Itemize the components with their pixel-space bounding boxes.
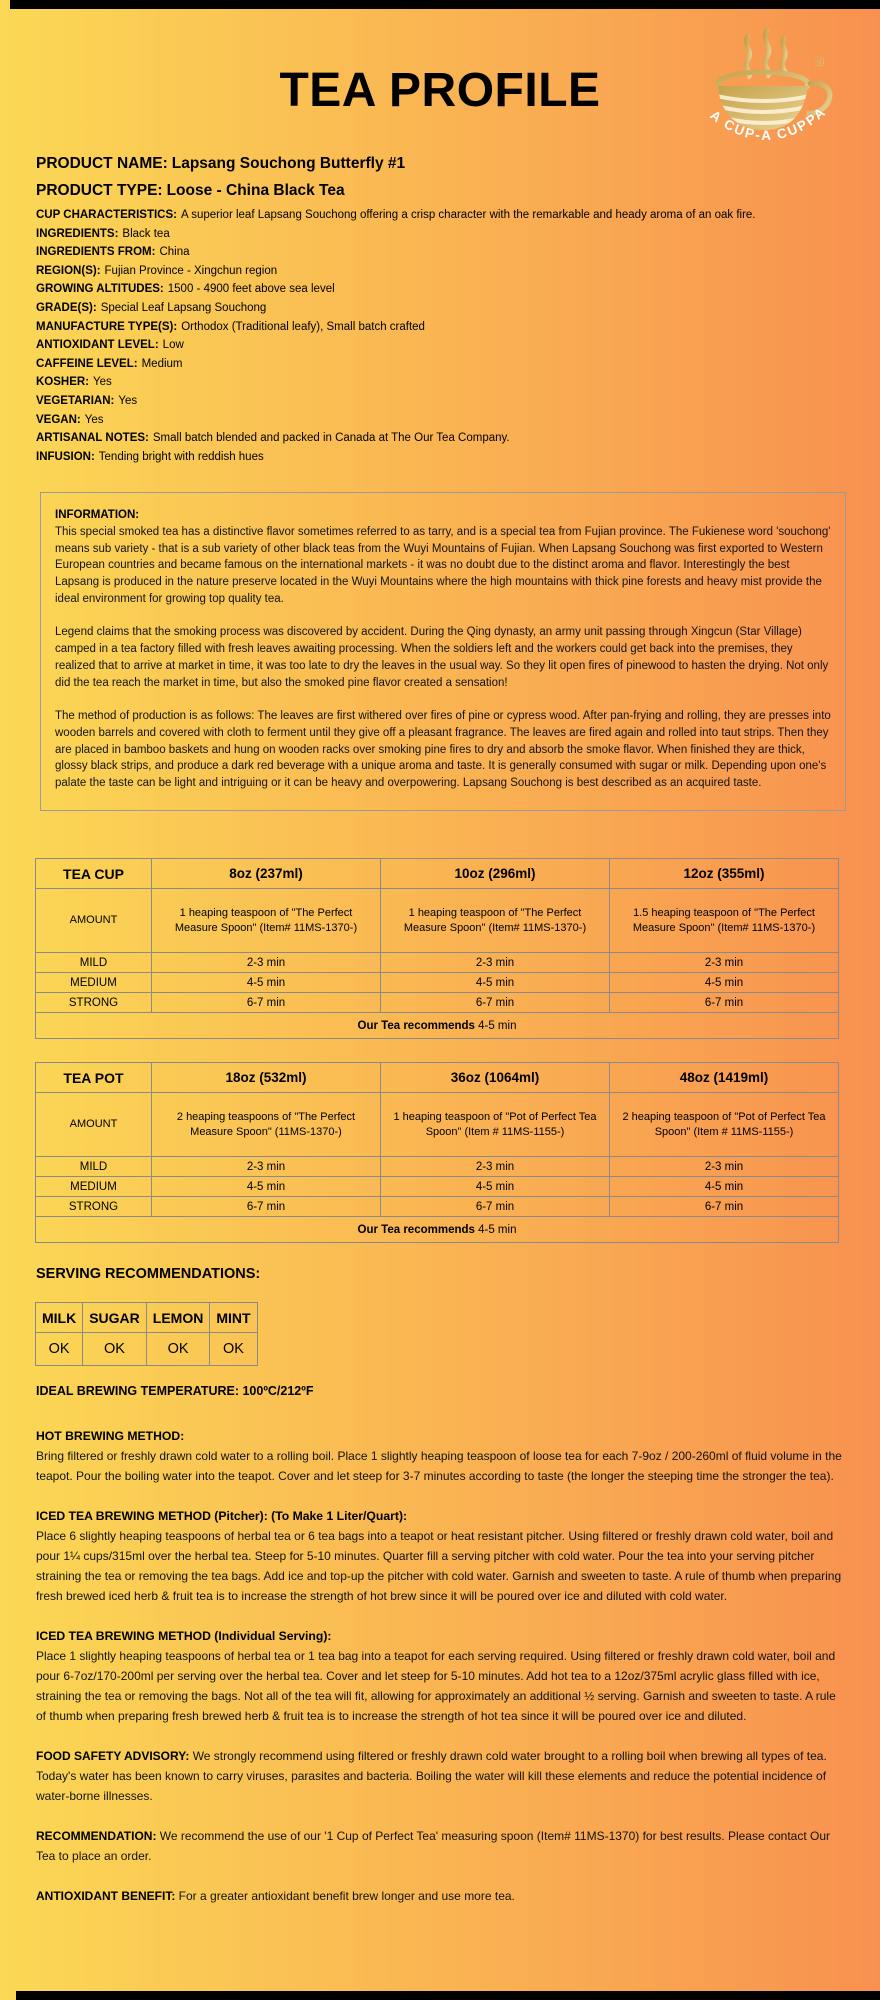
steep-time-cell: 4-5 min: [610, 973, 839, 993]
size-column-header: 18oz (532ml): [152, 1063, 381, 1093]
steep-time-cell: 6-7 min: [381, 1197, 610, 1217]
characteristic-value: Yes: [118, 394, 138, 407]
characteristic-label: KOSHER:: [36, 376, 90, 389]
strength-row-label: STRONG: [36, 993, 152, 1013]
note-paragraph: [36, 1826, 848, 1866]
page-title: TEA PROFILE: [279, 64, 601, 117]
characteristic-value: A superior leaf Lapsang Souchong offering a crisp character with the remarkable and heady aroma of an oak fire.: [181, 209, 756, 221]
characteristic-line: [36, 225, 846, 244]
registered-trademark-icon: ®: [814, 53, 825, 69]
steep-time-cell: 2-3 min: [610, 1157, 839, 1177]
characteristic-line: [36, 429, 846, 448]
size-column-header: 48oz (1419ml): [610, 1063, 839, 1093]
amount-cell: 2 heaping teaspoons of "The Perfect Measure Spoon" (11MS-1370-): [152, 1093, 381, 1157]
steep-time-cell: 2-3 min: [152, 953, 381, 973]
characteristic-label: VEGETARIAN:: [36, 394, 115, 407]
characteristic-value: Fujian Province - Xingchun region: [104, 264, 278, 277]
serving-value-cell: OK: [210, 1333, 257, 1366]
characteristic-label: CUP CHARACTERISTICS:: [36, 209, 177, 221]
table-title-cell: TEA POT: [36, 1063, 152, 1093]
characteristic-line: [36, 355, 846, 374]
characteristic-line: [36, 411, 846, 430]
method-heading: ICED TEA BREWING METHOD (Pitcher): (To Make 1 Liter/Quart):: [36, 1509, 408, 1523]
characteristic-line: [36, 318, 846, 337]
characteristic-value: Small batch blended and packed in Canada at The Our Tea Company.: [152, 432, 510, 445]
characteristic-line: [36, 336, 846, 355]
strength-row-label: MILD: [36, 953, 152, 973]
top-border-bar: [10, 0, 880, 9]
steep-time-cell: 6-7 min: [152, 993, 381, 1013]
serving-column-header: MILK: [36, 1303, 83, 1333]
characteristic-value: Low: [162, 339, 184, 352]
product-type-line: [36, 177, 405, 204]
characteristic-line: [36, 299, 846, 318]
amount-row-label: AMOUNT: [36, 889, 152, 953]
steep-time-cell: 2-3 min: [610, 953, 839, 973]
characteristic-value: 1500 - 4900 feet above sea level: [167, 283, 335, 296]
steep-time-cell: 6-7 min: [610, 1197, 839, 1217]
characteristic-value: Tending bright with reddish hues: [98, 450, 264, 463]
characteristic-label: CAFFEINE LEVEL:: [36, 357, 138, 370]
note-label: RECOMMENDATION:: [36, 1829, 157, 1843]
characteristic-label: MANUFACTURE TYPE(S):: [36, 320, 178, 333]
characteristic-value: Orthodox (Traditional leafy), Small batch crafted: [181, 320, 425, 333]
amount-cell: 1 heaping teaspoon of "The Perfect Measure Spoon" (Item# 11MS-1370-): [381, 889, 610, 953]
recommendation-time: 4-5 min: [474, 1223, 517, 1236]
characteristic-value: Black tea: [122, 227, 170, 240]
strength-row-label: MEDIUM: [36, 973, 152, 993]
strength-row-label: MEDIUM: [36, 1177, 152, 1197]
characteristic-label: ARTISANAL NOTES:: [36, 432, 149, 445]
serving-value-cell: OK: [83, 1333, 147, 1366]
note-text: For a greater antioxidant benefit brew longer and use more tea.: [175, 1889, 515, 1903]
information-paragraph: Legend claims that the smoking process was discovered by accident. During the Qing dynasty, an army unit passing through Xingcun (Star Village) camped in a tea factory filled with fresh leaves awaiting processing. When the soldiers left and the workers could get back into the premises, they realized that to arrive at market in time, it was too late to dry the leaves in the usual way. So they lit open fires of pinewood to hasten the drying. Not only did the tea reach the market in time, but also the smoked pine flavor created a sensation!: [55, 626, 829, 689]
characteristic-line: [36, 373, 846, 392]
recommendation-time: 4-5 min: [474, 1019, 517, 1032]
bottom-border-bar: [16, 1991, 880, 2000]
characteristic-value: Medium: [141, 357, 183, 370]
note-text: We strongly recommend using filtered or freshly drawn cold water brought to a rolling boil when brewing all types of tea. Today's water has been known to carry viruses, parasites and bacteria. Boiling the water will kill these elements and reduce the potential incidence of water-borne illnesses.: [36, 1749, 827, 1803]
characteristic-line: [36, 262, 846, 281]
strength-row-label: MILD: [36, 1157, 152, 1177]
brewing-methods-section: [36, 1426, 848, 1926]
size-column-header: 8oz (237ml): [152, 859, 381, 889]
information-paragraphs: [55, 524, 831, 792]
table-title-cell: TEA CUP: [36, 859, 152, 889]
strength-row-label: STRONG: [36, 1197, 152, 1217]
recommendation-label: Our Tea recommends: [357, 1223, 475, 1236]
size-column-header: 12oz (355ml): [610, 859, 839, 889]
characteristic-label: GRADE(S):: [36, 301, 97, 314]
serving-value-cell: OK: [146, 1333, 210, 1366]
product-type-label: PRODUCT TYPE:: [36, 182, 163, 199]
serving-column-header: MINT: [210, 1303, 257, 1333]
information-box: [40, 492, 846, 811]
characteristic-value: Special Leaf Lapsang Souchong: [100, 301, 267, 314]
note-label: FOOD SAFETY ADVISORY:: [36, 1749, 190, 1763]
characteristics-list: [36, 206, 846, 466]
steep-time-cell: 6-7 min: [152, 1197, 381, 1217]
steep-time-cell: 4-5 min: [610, 1177, 839, 1197]
characteristic-line: [36, 243, 846, 262]
serving-column-header: LEMON: [146, 1303, 210, 1333]
characteristic-line: [36, 448, 846, 467]
note-label: ANTIOXIDANT BENEFIT:: [36, 1889, 176, 1903]
brand-logo: [690, 24, 842, 162]
teacup-icon: [690, 24, 842, 162]
product-name-line: [36, 150, 405, 177]
amount-cell: 1 heaping teaspoon of "The Perfect Measure Spoon" (Item# 11MS-1370-): [152, 889, 381, 953]
characteristic-line: [36, 206, 846, 225]
steep-time-cell: 6-7 min: [610, 993, 839, 1013]
amount-row-label: AMOUNT: [36, 1093, 152, 1157]
characteristic-value: Yes: [84, 413, 104, 426]
steep-time-cell: 6-7 min: [381, 993, 610, 1013]
serving-column-header: SUGAR: [83, 1303, 147, 1333]
method-heading: HOT BREWING METHOD:: [36, 1429, 185, 1443]
steep-time-cell: 4-5 min: [152, 1177, 381, 1197]
information-paragraph: This special smoked tea has a distinctive flavor sometimes referred to as tarry, and is a special tea from Fujian province. The Fukienese word 'souchong' means sub variety - that is a sub variety of other black teas from the Wuyi Mountains of Fujian. When Lapsang Souchong was first exported to Western European countries and became famous on the international markets - it was no doubt due to the distinct aroma and flavor. Interestingly the best Lapsang is produced in the nature preserve located in the Wuyi Mountains where the high mountains with thick pine forests and heavy mist provide the ideal environment for growing top quality tea.: [55, 525, 831, 605]
recommendation-label: Our Tea recommends: [357, 1019, 475, 1032]
characteristic-line: [36, 280, 846, 299]
characteristic-label: VEGAN:: [36, 413, 81, 426]
amount-cell: 1 heaping teaspoon of "Pot of Perfect Tea Spoon" (Item # 11MS-1155-): [381, 1093, 610, 1157]
characteristic-label: INFUSION:: [36, 450, 95, 463]
size-column-header: 10oz (296ml): [381, 859, 610, 889]
steep-time-cell: 4-5 min: [381, 1177, 610, 1197]
recommendation-row: [36, 1013, 839, 1039]
brand-arc-text: A CUP-A CUPPA: [707, 103, 830, 144]
amount-cell: 1.5 heaping teaspoon of "The Perfect Measure Spoon" (Item# 11MS-1370-): [610, 889, 839, 953]
product-block: [36, 150, 405, 204]
characteristic-value: China: [159, 246, 190, 259]
steep-time-cell: 2-3 min: [381, 1157, 610, 1177]
serving-recommendations-heading: SERVING RECOMMENDATIONS:: [36, 1266, 261, 1282]
steep-time-cell: 4-5 min: [152, 973, 381, 993]
tea-cup-table: [35, 858, 839, 1039]
information-paragraph: The method of production is as follows: The leaves are first withered over fires of pine or cypress wood. After pan-frying and rolling, they are presses into wooden barrels and covered with cloth to ferment until they give off a pleasant fragrance. The leaves are fired again and rolled into taut strips. Then they are placed in bamboo baskets and hung on wooden racks over smoking pine fires to dry and absorb the smoke flavor. When finished they are thick, glossy black strips, and produce a dark red beverage with a unique aroma and taste. It is generally consumed with sugar or milk. Depending upon one's palate the taste can be light and intriguing or it can be heavy and overpowering. Lapsang Souchong is best described as an acquired taste.: [55, 709, 831, 790]
product-name-label: PRODUCT NAME:: [36, 155, 168, 172]
characteristic-line: [36, 392, 846, 411]
product-name-value: Lapsang Souchong Butterfly #1: [171, 155, 406, 172]
information-heading: INFORMATION:: [55, 509, 140, 521]
product-type-value: Loose - China Black Tea: [166, 182, 345, 199]
serving-recommendations-table: [35, 1302, 258, 1366]
amount-cell: 2 heaping teaspoon of "Pot of Perfect Tea Spoon" (Item # 11MS-1155-): [610, 1093, 839, 1157]
serving-value-cell: OK: [36, 1333, 83, 1366]
steep-time-cell: 2-3 min: [381, 953, 610, 973]
method-heading: ICED TEA BREWING METHOD (Individual Serving):: [36, 1629, 332, 1643]
method-body: Bring filtered or freshly drawn cold water to a rolling boil. Place 1 slightly heaping teaspoon of loose tea for each 7-9oz / 200-260ml of fluid volume in the teapot. Pour the boiling water into the teapot. Cover and let steep for 3-7 minutes according to taste (the longer the steeping time the stronger the tea).: [36, 1449, 842, 1483]
note-text: We recommend the use of our '1 Cup of Perfect Tea' measuring spoon (Item# 11MS-1370) for best results. Please contact Our Tea to place an order.: [36, 1829, 831, 1863]
note-paragraph: [36, 1886, 848, 1906]
characteristic-label: GROWING ALTITUDES:: [36, 283, 164, 296]
method-body: Place 6 slightly heaping teaspoons of herbal tea or 6 tea bags into a teapot or heat resistant pitcher. Using filtered or freshly drawn cold water, boil and pour 1¼ cups/315ml over the herbal tea. Steep for 5-10 minutes. Quarter fill a serving pitcher with cold water. Pour the tea into your serving pitcher straining the tea or removing the tea bags. Add ice and top-up the pitcher with cold water. Garnish and sweeten to taste. A rule of thumb when preparing fresh brewed iced herb & fruit tea is to increase the strength of hot brew since it will be poured over ice and diluted with cold water.: [36, 1529, 842, 1603]
steep-time-cell: 2-3 min: [152, 1157, 381, 1177]
characteristic-label: INGREDIENTS:: [36, 227, 119, 240]
steep-time-cell: 4-5 min: [381, 973, 610, 993]
characteristic-label: INGREDIENTS FROM:: [36, 246, 156, 259]
characteristic-label: ANTIOXIDANT LEVEL:: [36, 339, 159, 352]
brewing-temperature-line: IDEAL BREWING TEMPERATURE: 100ºC/212ºF: [36, 1384, 314, 1398]
method-body: Place 1 slightly heaping teaspoons of herbal tea or 1 tea bag into a teapot for each serving required. Using filtered or freshly drawn cold water, boil and pour 6-7oz/170-200ml per serving over the herbal tea. Cover and let steep for 5-10 minutes. Add hot tea to a 12oz/375ml acrylic glass filled with ice, straining the tea or removing the bags. Not all of the tea will fit, allowing for approximately an additional ½ serving. Garnish and sweeten to taste. A rule of thumb when preparing fresh brewed herb & fruit tea is to increase the strength of hot tea since it will be poured over ice and diluted.: [36, 1649, 836, 1723]
size-column-header: 36oz (1064ml): [381, 1063, 610, 1093]
characteristic-value: Yes: [93, 376, 112, 389]
recommendation-row: [36, 1217, 839, 1243]
tea-pot-table: [35, 1062, 839, 1243]
note-paragraph: [36, 1746, 848, 1806]
characteristic-label: REGION(S):: [36, 264, 101, 277]
